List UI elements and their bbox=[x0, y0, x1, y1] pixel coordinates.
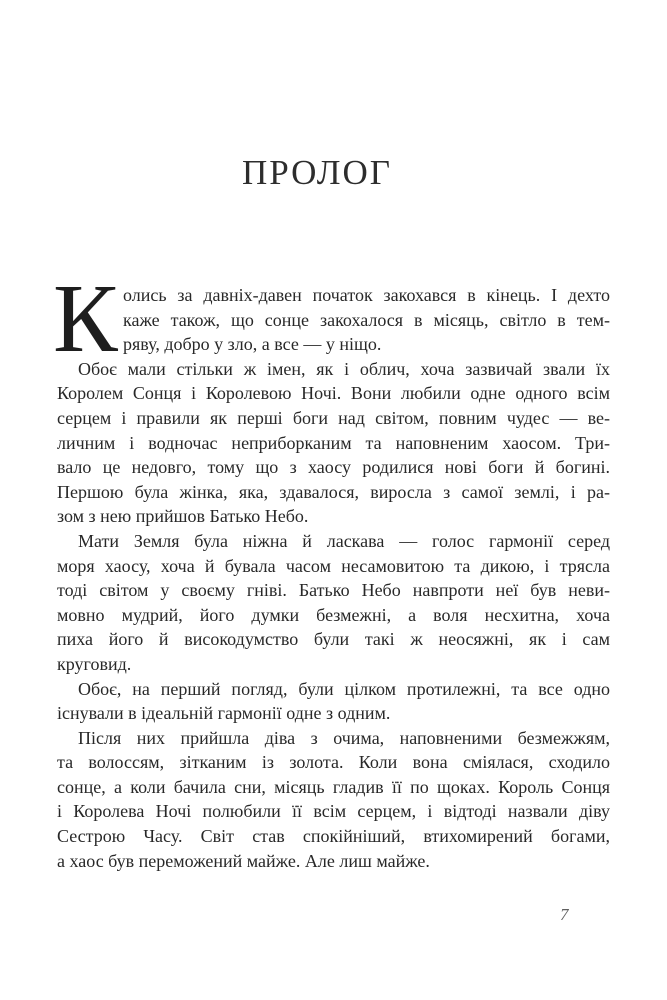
text-line: ряву, добро у зло, а все — у ніщо. bbox=[123, 334, 382, 355]
text-line: Обоє мали стільки ж імен, як і облич, хоча зазвичай звали їх bbox=[78, 358, 610, 379]
text-line: існували в ідеальній гармонії одне з одним. bbox=[57, 703, 391, 724]
chapter-title: ПРОЛОГ bbox=[242, 153, 392, 192]
text-line: круговид. bbox=[57, 653, 132, 674]
text-line: олись за давніх-давен початок закохався в кінець. І дехто bbox=[123, 285, 610, 305]
paragraph bbox=[57, 677, 610, 726]
text-line: і Королева Ночі полюбили її всім серцем, і відтоді назвали діву bbox=[57, 801, 610, 822]
text-line: а хаос був переможений майже. Але лиш майже. bbox=[57, 850, 430, 871]
text-line: каже також, що сонце закохалося в місяць, світло в тем- bbox=[123, 309, 610, 330]
text-line: тоді світом у своєму гніві. Батько Небо навпроти неї був неви- bbox=[57, 580, 610, 601]
text-line: сонце, а коли бачила сни, місяць гладив її по щоках. Король Сонця bbox=[57, 776, 610, 797]
text-line: Першою була жінка, яка, здавалося, виросла з самої землі, і ра- bbox=[57, 481, 610, 502]
text-line: мовно мудрий, його думки безмежні, а воля несхитна, хоча bbox=[57, 604, 610, 625]
text-line: вало це недовго, тому що з хаосу родилися нові боги й богині. bbox=[57, 457, 610, 478]
paragraph bbox=[57, 726, 610, 874]
text-line: Мати Земля була ніжна й ласкава — голос гармонії серед bbox=[78, 530, 610, 551]
text-line: Сестрою Часу. Світ став спокійніший, втихомирений богами, bbox=[57, 826, 610, 847]
text-line: зом з нею прийшов Батько Небо. bbox=[57, 506, 309, 527]
drop-cap: К bbox=[53, 265, 118, 372]
text-line: пиха його й високодумство були такі ж неосяжні, як і сам bbox=[57, 629, 610, 650]
text-line: моря хаосу, хоча й бувала часом несамовитою та дикою, і трясла bbox=[57, 555, 610, 576]
paragraph bbox=[57, 529, 610, 677]
text-line: личним і водночас неприборканим та наповненим хаосом. Три- bbox=[57, 432, 610, 453]
text-line: серцем і правили як перші боги над світом, повним чудес — ве- bbox=[57, 407, 610, 428]
text-line: Обоє, на перший погляд, були цілком протилежні, та все одно bbox=[78, 678, 610, 699]
text-line: Королем Сонця і Королевою Ночі. Вони любили одне одного всім bbox=[57, 383, 610, 404]
text-line: та волоссям, зітканим із золота. Коли вона сміялася, сходило bbox=[57, 752, 610, 773]
text-line: Після них прийшла діва з очима, наповненими безмежжям, bbox=[78, 727, 610, 748]
paragraph bbox=[57, 357, 610, 529]
body-text bbox=[53, 265, 610, 873]
page-number: 7 bbox=[560, 905, 569, 924]
